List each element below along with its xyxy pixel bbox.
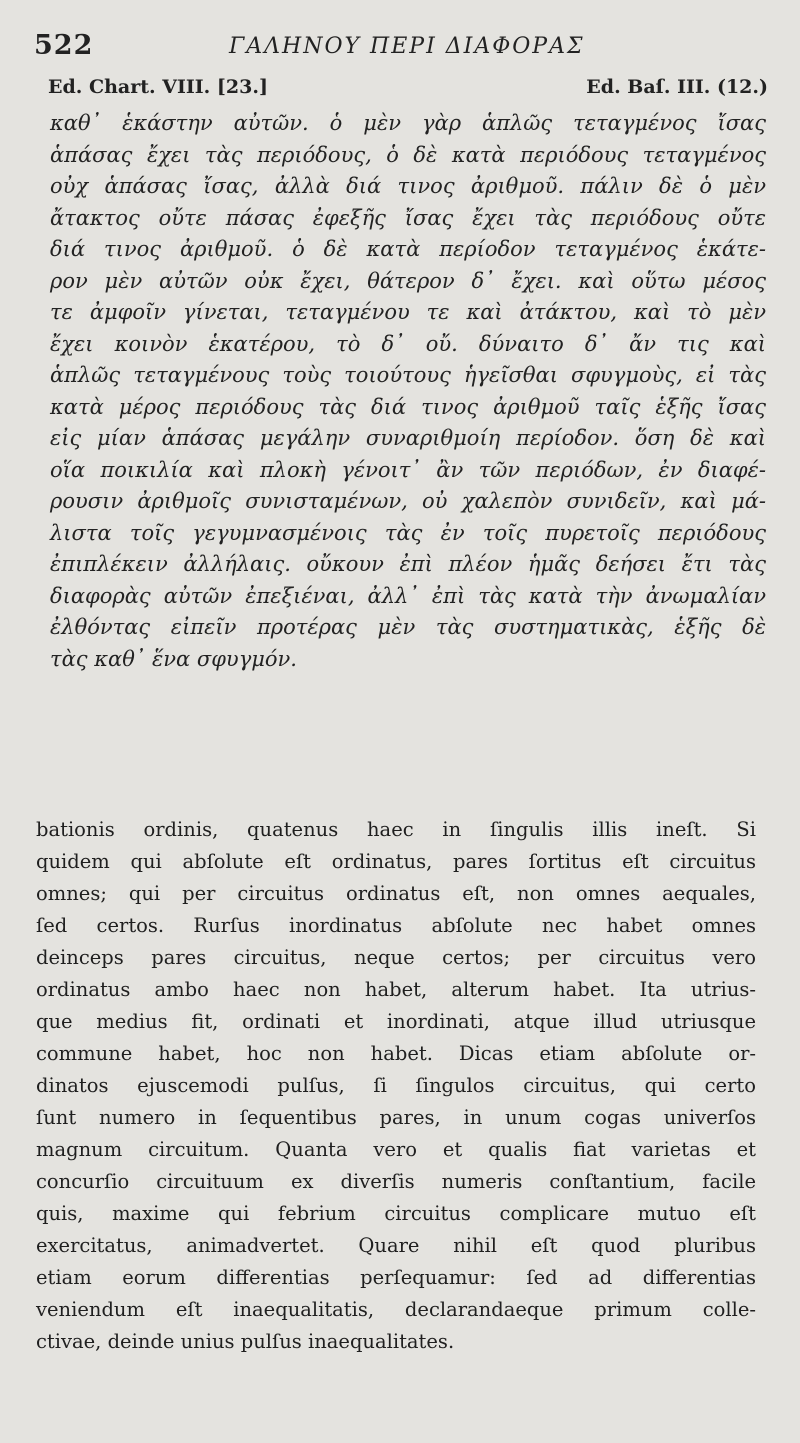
greek-text-line: ρον μὲν αὐτῶν οὐκ ἔχει, θάτερον δ᾽ ἔχει. καὶ οὕτω μέσος bbox=[50, 268, 766, 293]
greek-text-line: λιστα τοῖς γεγυμνασμένοις τὰς ἐν τοῖς πυρετοῖς περιόδους bbox=[50, 520, 766, 545]
greek-text-line: τε ἀμφοῖν γίνεται, τεταγμένου τε καὶ ἀτάκτου, καὶ τὸ μὲν bbox=[50, 300, 766, 324]
greek-text-line: κατὰ μέρος περιόδους τὰς διά τινος ἀριθμοῦ ταῖς ἑξῆς ἴσας bbox=[50, 394, 766, 419]
greek-text-line: τὰς καθ᾽ ἕνα σφυγμόν. bbox=[50, 646, 297, 671]
edition-reference-right: Ed. Baſ. III. (12.) bbox=[586, 76, 768, 98]
latin-text-line: ſed certos. Rurſus inordinatus abſolute nec habet omnes bbox=[36, 914, 756, 937]
latin-text-line: ctivae, deinde unius pulſus inaequalitates. bbox=[36, 1330, 455, 1353]
greek-text-line: καθ᾽ ἑκάστην αὐτῶν. ὁ μὲν γὰρ ἁπλῶς τεταγμένος ἴσας bbox=[50, 111, 766, 135]
greek-text-block bbox=[50, 108, 766, 675]
greek-text-line: ἐλθόντας εἰπεῖν προτέρας μὲν τὰς συστηματικὰς, ἑξῆς δὲ bbox=[50, 615, 766, 639]
page-number: 522 bbox=[34, 30, 94, 61]
greek-text-line: ἐπιπλέκειν ἀλλήλαις. οὔκουν ἐπὶ πλέον ἡμᾶς δεήσει ἔτι τὰς bbox=[50, 552, 766, 576]
greek-text-line: ρουσιν ἀριθμοῖς συνισταμένων, οὐ χαλεπὸν συνιδεῖν, καὶ μά- bbox=[50, 489, 766, 513]
latin-text-line: deinceps pares circuitus, neque certos; per circuitus vero bbox=[36, 946, 756, 969]
latin-text-line: quis, maxime qui febrium circuitus complicare mutuo eſt bbox=[36, 1202, 756, 1225]
greek-text-line: διαφορὰς αὐτῶν ἐπεξιέναι, ἀλλ᾽ ἐπὶ τὰς κατὰ τὴν ἀνωμαλίαν bbox=[50, 583, 766, 608]
greek-text-line: ἁπλῶς τεταγμένους τοὺς τοιούτους ἡγεῖσθαι σφυγμοὺς, εἰ τὰς bbox=[50, 363, 766, 387]
latin-text-line: commune habet, hoc non habet. Dicas etiam abſolute or- bbox=[36, 1042, 756, 1065]
greek-text-line: οὐχ ἁπάσας ἴσας, ἀλλὰ διά τινος ἀριθμοῦ. πάλιν δὲ ὁ μὲν bbox=[50, 174, 766, 198]
latin-text-line: ſunt numero in ſequentibus pares, in unum cogas univerſos bbox=[36, 1106, 756, 1129]
latin-text-line: dinatos ejuscemodi pulſus, ſi ſingulos circuitus, qui certo bbox=[36, 1074, 756, 1097]
latin-text-line: quidem qui abſolute eſt ordinatus, pares ſortitus eſt circuitus bbox=[36, 850, 756, 873]
greek-text-line: οἵα ποικιλία καὶ πλοκὴ γένοιτ᾽ ἂν τῶν περιόδων, ἐν διαφέ- bbox=[50, 457, 766, 482]
edition-reference-line bbox=[48, 76, 768, 106]
latin-text-line: etiam eorum differentias perſequamur: ſed ad differentias bbox=[36, 1266, 756, 1289]
greek-text-line: ἔχει κοινὸν ἑκατέρου, τὸ δ᾽ οὔ. δύναιτο δ᾽ ἄν τις καὶ bbox=[50, 331, 766, 356]
greek-text-line: διά τινος ἀριθμοῦ. ὁ δὲ κατὰ περίοδον τεταγμένος ἑκάτε- bbox=[50, 237, 766, 261]
edition-reference-left: Ed. Chart. VIII. [23.] bbox=[48, 76, 268, 98]
latin-text-block bbox=[36, 814, 756, 1358]
running-title: ΓΑΛΗΝΟΥ ΠΕΡΙ ΔΙΑΦΟΡΑΣ bbox=[229, 34, 585, 59]
greek-text-line: ἁπάσας ἔχει τὰς περιόδους, ὁ δὲ κατὰ περιόδους τεταγμένος bbox=[50, 142, 766, 167]
latin-text-line: veniendum eſt inaequalitatis, declarandaeque primum colle- bbox=[36, 1298, 756, 1321]
greek-text-line: εἰς μίαν ἁπάσας μεγάλην συναριθμοίη περίοδον. ὅση δὲ καὶ bbox=[50, 426, 766, 450]
latin-text-line: bationis ordinis, quatenus haec in ſingulis illis ineſt. Si bbox=[36, 818, 756, 841]
latin-text-line: magnum circuitum. Quanta vero et qualis fiat varietas et bbox=[36, 1138, 756, 1161]
greek-text-line: ἄτακτος οὔτε πάσας ἐφεξῆς ἴσας ἔχει τὰς περιόδους οὔτε bbox=[50, 205, 766, 230]
latin-text-line: que medius fit, ordinati et inordinati, atque illud utriusque bbox=[36, 1010, 756, 1033]
page-header bbox=[34, 30, 764, 66]
latin-text-line: concurſio circuituum ex diverſis numeris conſtantium, facile bbox=[36, 1170, 756, 1193]
latin-text-line: exercitatus, animadvertet. Quare nihil eſt quod pluribus bbox=[36, 1234, 756, 1257]
latin-text-line: omnes; qui per circuitus ordinatus eſt, non omnes aequales, bbox=[36, 882, 756, 905]
latin-text-line: ordinatus ambo haec non habet, alterum habet. Ita utrius- bbox=[36, 978, 756, 1001]
